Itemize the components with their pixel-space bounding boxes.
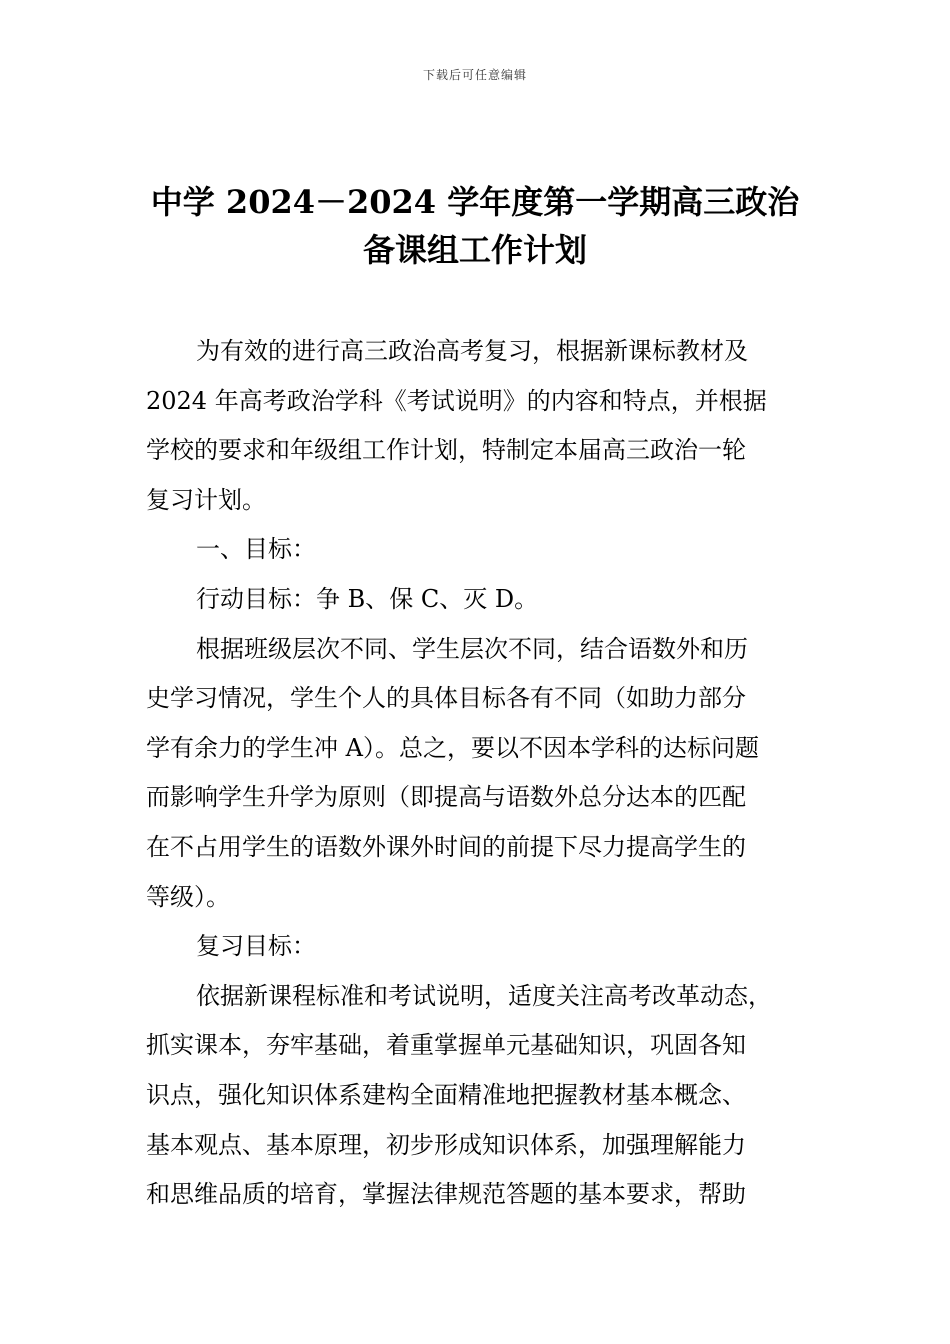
basis-line-2: 史学习情况，学生个人的具体目标各有不同（如助力部分 xyxy=(146,684,746,713)
intro-line-4: 复习计划。 xyxy=(146,485,266,514)
review-line-1: 依据新课程标准和考试说明，适度关注高考改革动态， xyxy=(196,981,772,1010)
intro-line-1: 为有效的进行高三政治高考复习，根据新课标教材及 xyxy=(196,337,748,365)
document-title xyxy=(100,178,850,274)
basis-line-1: 根据班级层次不同、学生层次不同，结合语数外和历 xyxy=(196,634,748,663)
review-line-4: 基本观点、基本原理，初步形成知识体系，加强理解能力 xyxy=(146,1130,746,1159)
title-line-2: 备课组工作计划 xyxy=(362,231,587,269)
intro-line-2: 2024 年高考政治学科《考试说明》的内容和特点，并根据 xyxy=(146,386,767,415)
basis-line-5: 在不占用学生的语数外课外时间的前提下尽力提高学生的 xyxy=(146,832,746,861)
section-heading-goals: 一、目标： xyxy=(196,535,316,564)
intro-line-3: 学校的要求和年级组工作计划，特制定本届高三政治一轮 xyxy=(146,436,746,465)
header-note: 下载后可任意编辑 xyxy=(422,68,527,82)
review-line-5: 和思维品质的培育，掌握法律规范答题的基本要求，帮助 xyxy=(146,1180,746,1209)
basis-line-3: 学有余力的学生冲 A）。总之，要以不因本学科的达标问题 xyxy=(146,733,759,762)
basis-line-6: 等级）。 xyxy=(146,882,230,911)
title-line-1: 中学 2024－2024 学年度第一学期高三政治 xyxy=(150,183,800,221)
basis-line-4: 而影响学生升学为原则（即提高与语数外总分达本的匹配 xyxy=(146,783,746,812)
paragraph-intro xyxy=(146,327,826,525)
review-line-3: 识点，强化知识体系建构全面精准地把握教材基本概念、 xyxy=(146,1080,746,1109)
paragraph-review xyxy=(146,972,826,1220)
document-body xyxy=(146,327,826,1220)
review-line-2: 抓实课本，夯牢基础，着重掌握单元基础知识，巩固各知 xyxy=(146,1031,746,1060)
paragraph-action-goal: 行动目标：争 B、保 C、灭 D。 xyxy=(196,584,539,613)
paragraph-basis xyxy=(146,625,826,923)
section-heading-review-goals: 复习目标： xyxy=(196,932,316,961)
